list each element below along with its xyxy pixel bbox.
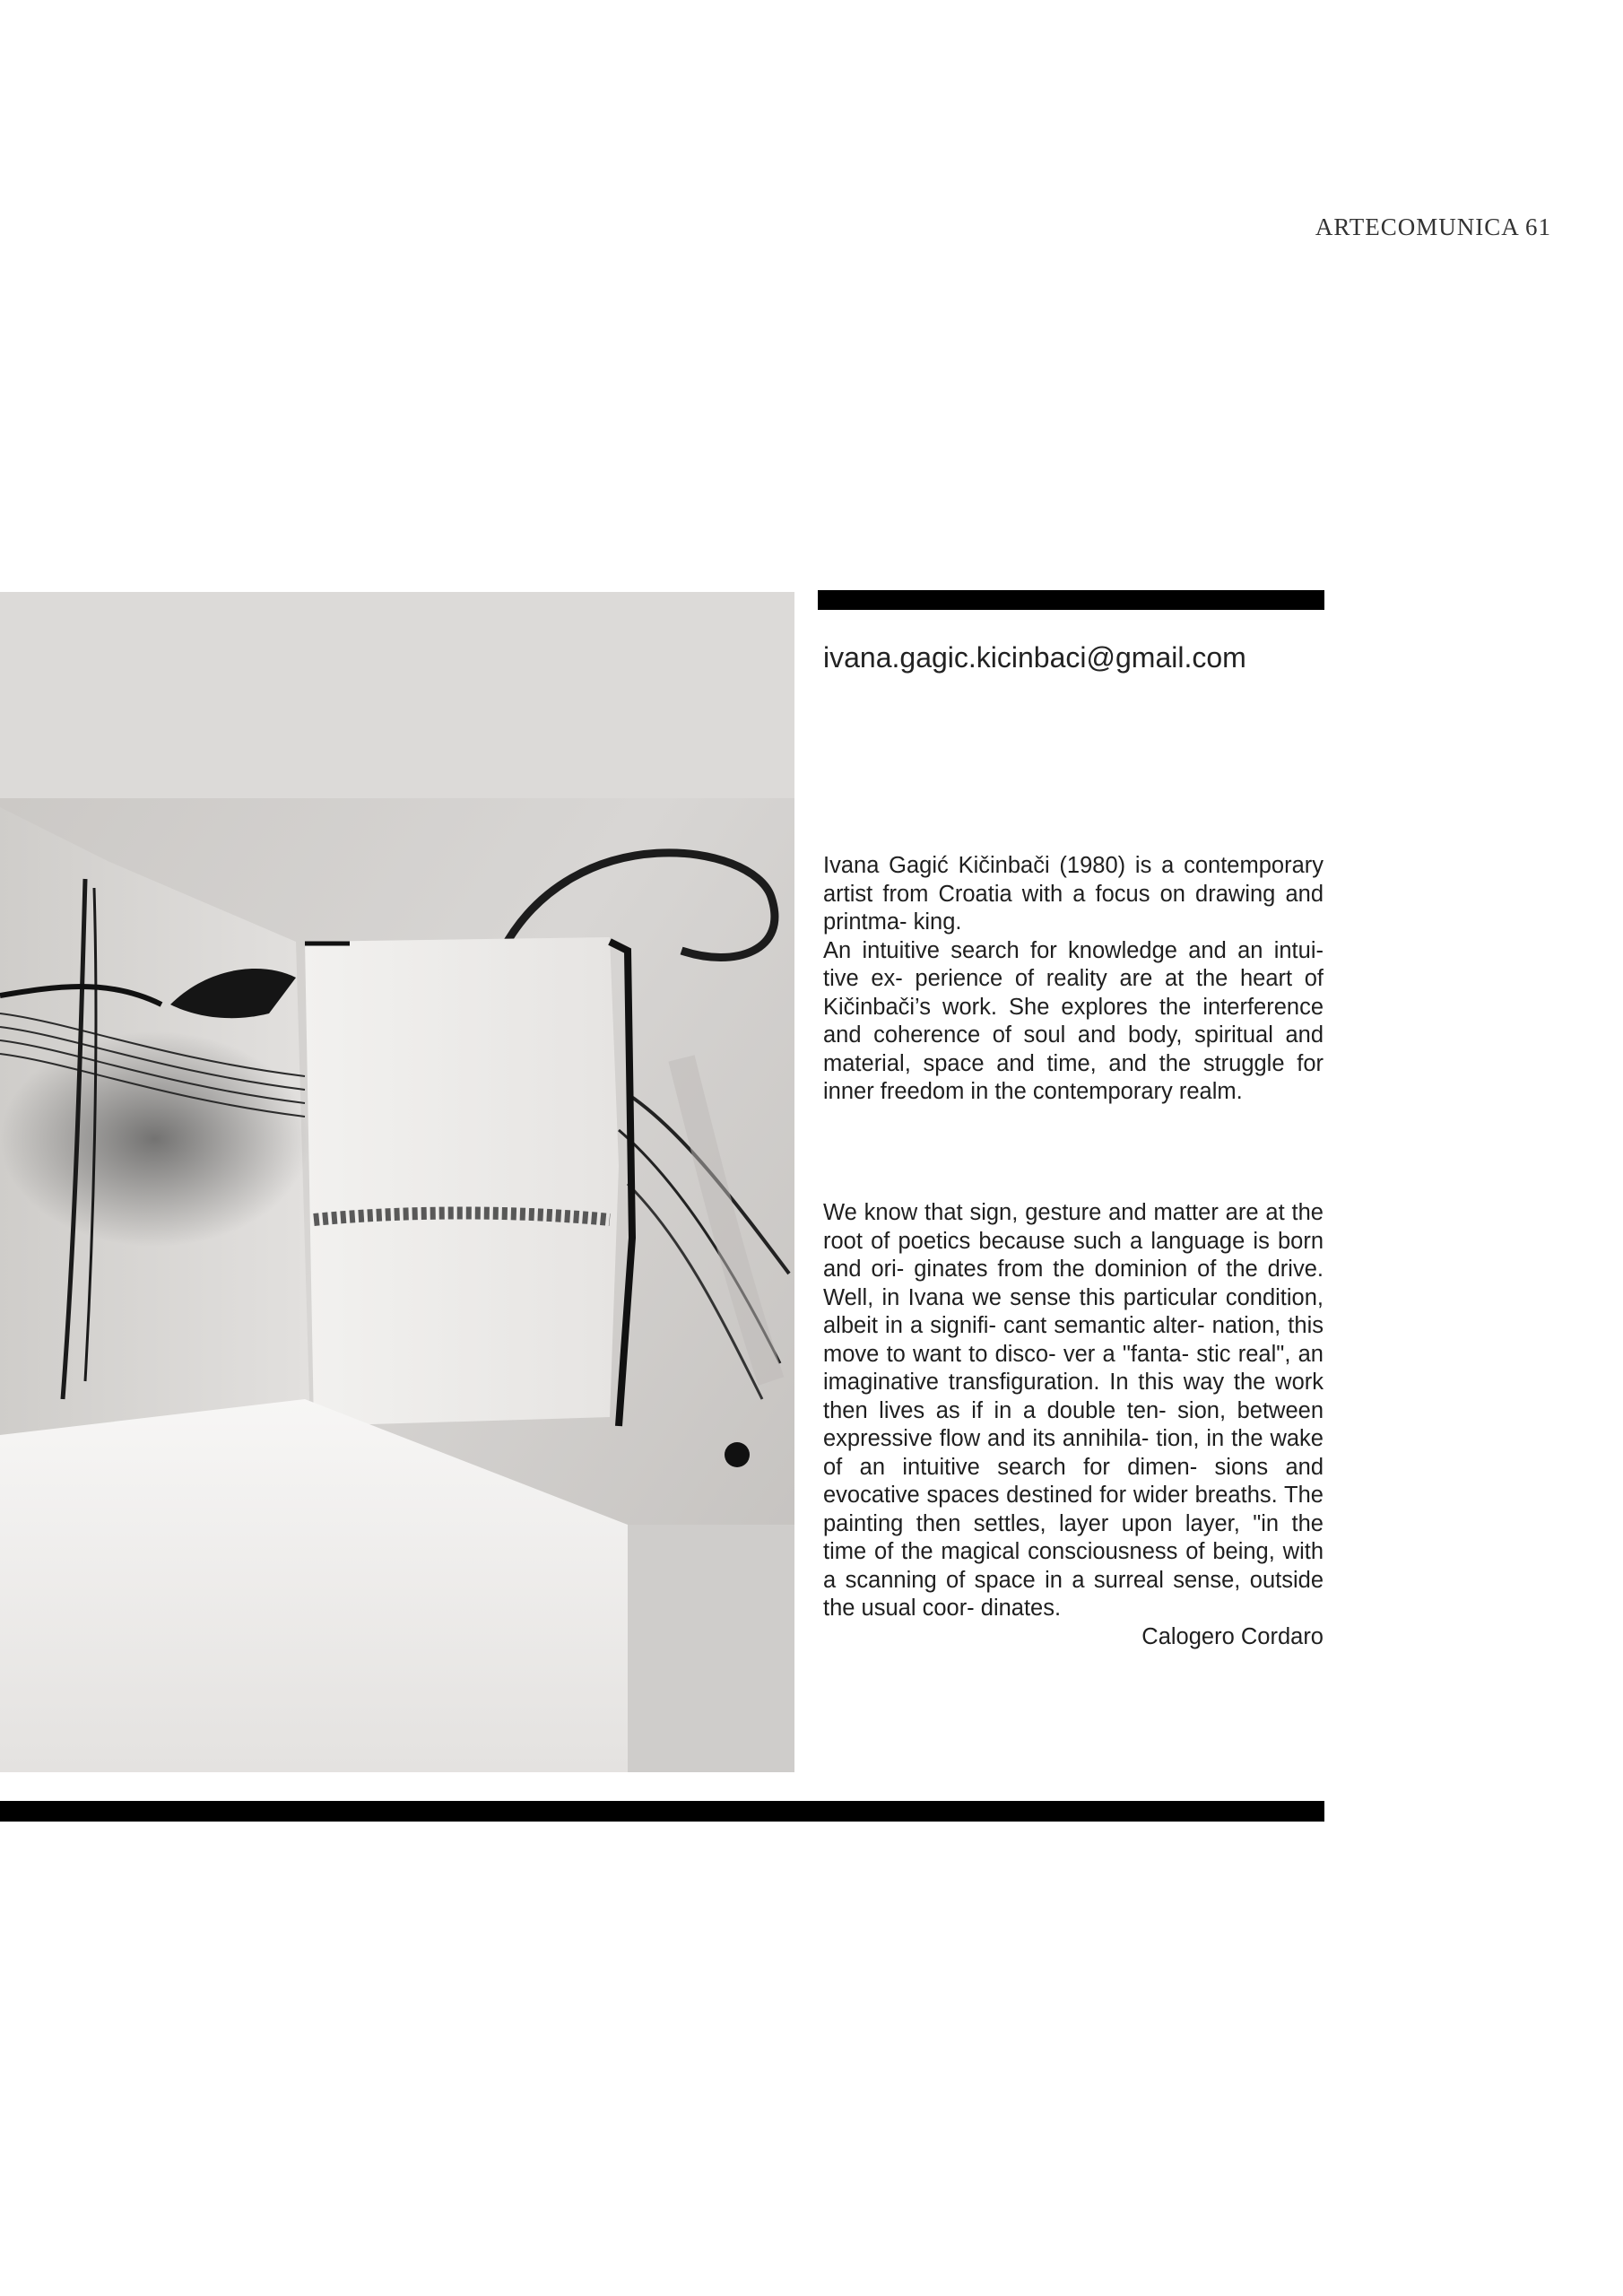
artist-bio [823, 852, 1324, 1107]
essay-author: Calogero Cordaro [1141, 1623, 1324, 1649]
bio-paragraph: An intuitive search for knowledge and an intui- tive ex- perience of reality are at the heart of Kičinbači’s work. She explores the interference and coherence of soul and body, spiritual and material, space and time, and the struggle for inner freedom in the contemporary realm. [823, 937, 1324, 1104]
critic-essay [823, 1199, 1324, 1651]
bio-paragraph: Ivana Gagić Kičinbači (1980) is a contemporary artist from Croatia with a focus on drawing and printma- king. [823, 853, 1324, 935]
top-divider-bar [818, 590, 1324, 610]
bottom-divider-bar [0, 1801, 1324, 1822]
essay-text: We know that sign, gesture and matter are at the root of poetics because such a language is born and ori- ginates from the dominion of the drive. Well, in Ivana we sense this particular condition, albeit in a signifi- cant semantic alter- nation, this move to want to disco- ver a "fanta- stic real", an imaginative transfiguration. In this way the work then lives as if in a double ten- sion, between expressive flow and its annihila- tion, in the wake of an intuitive search for dimen- sions and evocative spaces destined for wider breaths. The painting then settles, layer upon layer, "in the time of the magical consciousness of being, with a scanning of space in a surreal sense, outside the usual coor- dinates. [823, 1200, 1324, 1621]
artist-email[interactable]: ivana.gagic.kicinbaci@gmail.com [823, 641, 1246, 674]
running-header: ARTECOMUNICA 61 [1315, 213, 1551, 240]
artwork-photo [0, 592, 794, 1772]
